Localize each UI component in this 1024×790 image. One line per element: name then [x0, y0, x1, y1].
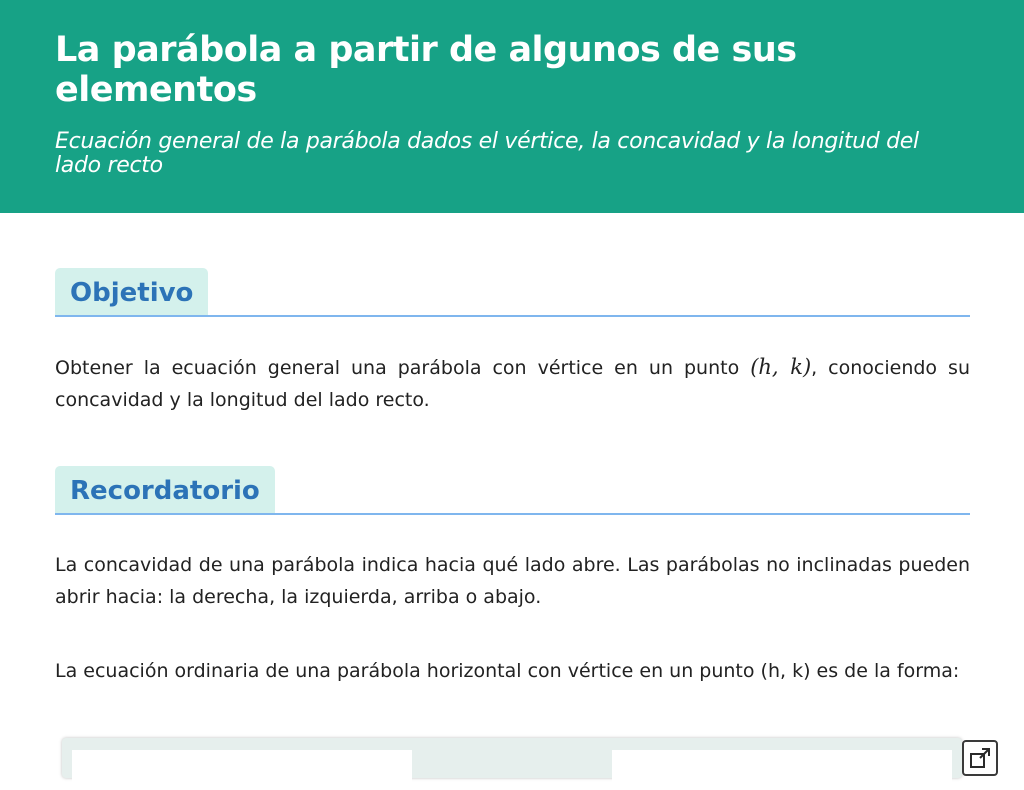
page-title: La parábola a partir de algunos de sus elementos — [55, 30, 797, 110]
expand-icon — [964, 742, 996, 774]
objetivo-text-after: , conociendo su concavidad y la longitud del lado recto. — [55, 357, 970, 411]
objetivo-text-before: Obtener la ecuación general una parábola con vértice en un punto — [55, 357, 751, 379]
objetivo-paragraph — [55, 351, 970, 416]
section-heading-objetivo — [55, 268, 970, 317]
interactive-widget — [62, 738, 962, 778]
section-heading-recordatorio — [55, 466, 970, 515]
expand-button[interactable] — [962, 740, 998, 776]
page-subtitle: Ecuación general de la parábola dados el vértice, la concavidad y la longitud del lado recto — [55, 129, 919, 178]
section-title-objetivo: Objetivo — [55, 268, 208, 315]
recordatorio-paragraph-2: La ecuación ordinaria de una parábola horizontal con vértice en un punto (h, k) es de la forma: — [55, 660, 960, 682]
section-title-recordatorio: Recordatorio — [55, 466, 275, 513]
widget-panel-right — [612, 750, 952, 790]
vertex-math: (h, k) — [750, 355, 812, 379]
widget-panel-left — [72, 750, 412, 790]
page-header — [0, 0, 1024, 213]
recordatorio-paragraph-1: La concavidad de una parábola indica hacia qué lado abre. Las parábolas no inclinadas pueden abrir hacia: la derecha, la izquierda, arriba o abajo. — [55, 554, 970, 608]
